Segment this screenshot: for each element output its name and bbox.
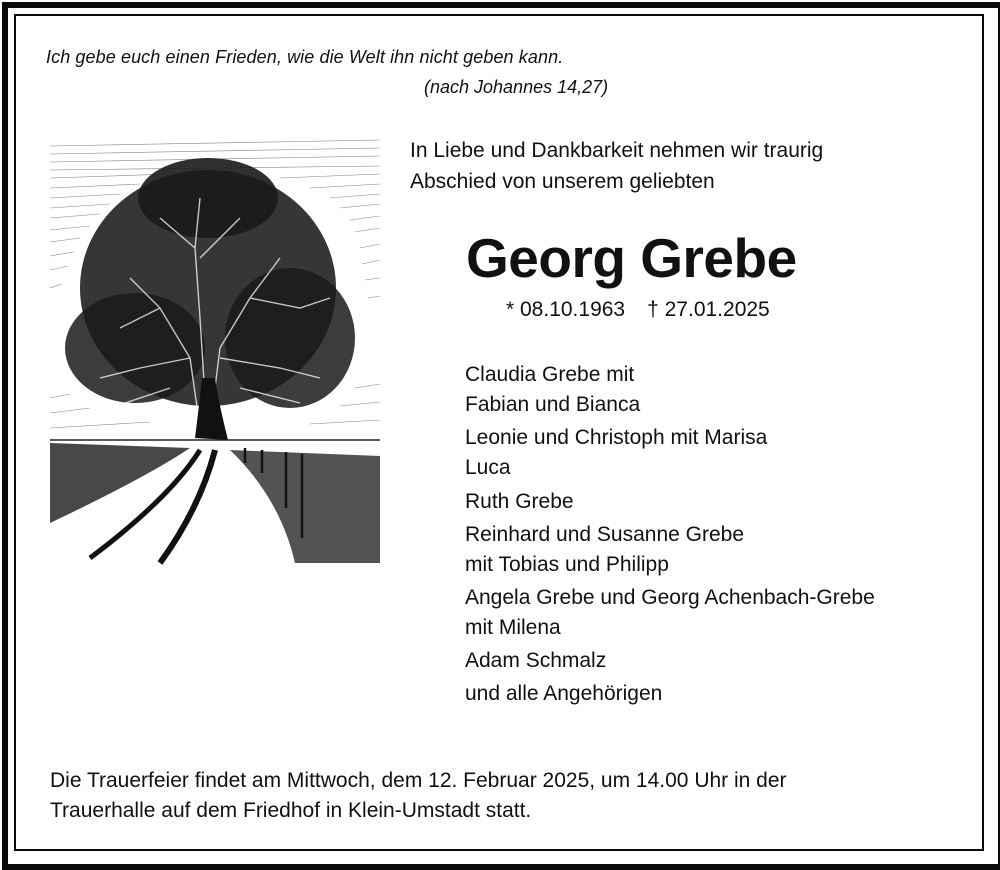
intro-line-1: In Liebe und Dankbarkeit nehmen wir traurig xyxy=(410,139,824,162)
mourner-line: Leonie und Christoph mit Marisa xyxy=(465,426,768,449)
mourner-line: Reinhard und Susanne Grebe xyxy=(465,523,745,546)
funeral-line-1: Die Trauerfeier findet am Mittwoch, dem 12. Februar 2025, um 14.00 Uhr in der xyxy=(50,769,787,792)
tree-canopy xyxy=(65,158,355,408)
quote-source: (nach Johannes 14,27) xyxy=(424,77,609,97)
right-field xyxy=(230,450,380,563)
birth-date: * 08.10.1963 xyxy=(506,298,626,321)
mourner-line: Ruth Grebe xyxy=(465,490,574,513)
quote-text: Ich gebe euch einen Frieden, wie die Welt ihn nicht geben kann. xyxy=(46,47,564,67)
deceased-name: Georg Grebe xyxy=(466,227,797,289)
mourner-line: Angela Grebe und Georg Achenbach-Grebe xyxy=(465,586,875,609)
tree-illustration xyxy=(50,138,380,578)
funeral-line-2: Trauerhalle auf dem Friedhof in Klein-Umstadt statt. xyxy=(50,799,532,822)
mourner-line: Fabian und Bianca xyxy=(465,393,641,416)
intro-text xyxy=(410,135,823,197)
funeral-notice xyxy=(50,766,787,826)
mourner-line: Claudia Grebe mit xyxy=(465,363,635,386)
life-dates xyxy=(506,298,770,322)
left-field xyxy=(50,443,190,523)
intro-line-2: Abschied von unserem geliebten xyxy=(410,170,715,193)
mourner-line: mit Milena xyxy=(465,616,561,639)
mourner-line: mit Tobias und Philipp xyxy=(465,553,669,576)
mourners-list xyxy=(465,360,875,709)
mourner-line: und alle Angehörigen xyxy=(465,682,663,705)
death-date: † 27.01.2025 xyxy=(647,298,770,321)
mourner-line: Adam Schmalz xyxy=(465,649,607,672)
mourner-line: Luca xyxy=(465,456,511,479)
